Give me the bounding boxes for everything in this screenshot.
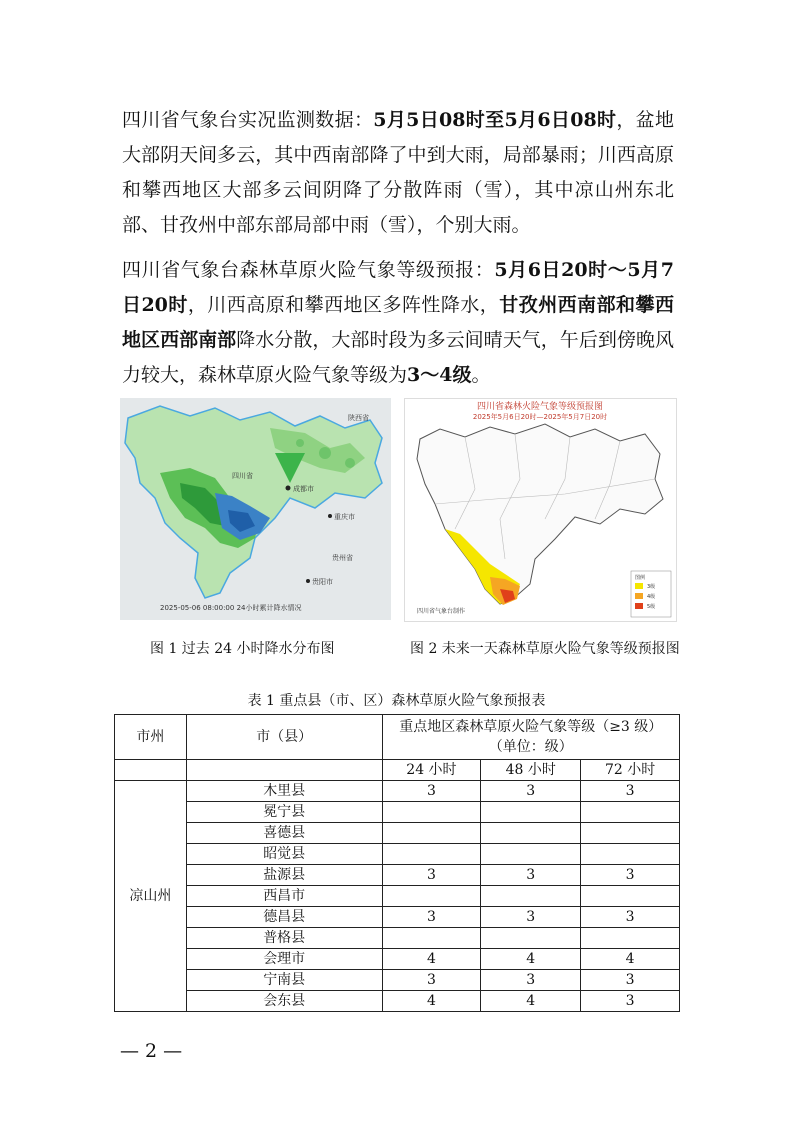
county-cell: 会理市: [186, 949, 382, 970]
p2-end: 。: [471, 364, 491, 386]
label-guizhou: 贵州省: [332, 554, 353, 562]
level-cell: 4: [581, 949, 680, 970]
level-cell: 3: [382, 781, 481, 802]
header-period-24: 24 小时: [382, 760, 481, 781]
county-cell: 冕宁县: [186, 802, 382, 823]
fire-risk-map: [404, 398, 677, 622]
level-cell: 3: [481, 865, 581, 886]
header-level: [382, 715, 679, 760]
level-cell: 3: [382, 970, 481, 991]
level-cell: 3: [382, 907, 481, 928]
level-cell: [581, 928, 680, 949]
header-level-unit: （单位：级）: [488, 739, 573, 755]
page-number: — 2 —: [120, 1040, 183, 1062]
county-cell: 木里县: [186, 781, 382, 802]
level-cell: 4: [382, 949, 481, 970]
header-period-48: 48 小时: [481, 760, 581, 781]
level-cell: 4: [481, 949, 581, 970]
level-cell: [581, 844, 680, 865]
level-cell: [382, 802, 481, 823]
map-timestamp: 2025-05-06 08:00:00 24小时累计降水情况: [160, 604, 302, 612]
p2-time: 5月6日20时～5月7日20时: [122, 259, 674, 316]
header-county: 市（县）: [186, 715, 382, 760]
legend-item-3: 3级: [647, 584, 656, 590]
fire-risk-table: [114, 714, 680, 1012]
table-row: [115, 823, 680, 844]
table-row: [115, 886, 680, 907]
level-cell: 3: [481, 781, 581, 802]
level-cell: 3: [581, 991, 680, 1012]
level-cell: 3: [581, 907, 680, 928]
level-cell: 4: [481, 991, 581, 1012]
header-blank-1: [115, 760, 187, 781]
paragraph-forecast: [122, 253, 674, 393]
fire-map-title: 四川省森林火险气象等级预报图: [476, 402, 604, 412]
table-row: [115, 928, 680, 949]
level-cell: 3: [581, 970, 680, 991]
p1-text: ，盆地大部阴天间多云，其中西南部降了中到大雨，局部暴雨；川西高原和攀西地区大部多云间阴降了分散阵雨（雪），其中凉山州东北部、甘孜州中部东部局部中雨（雪），个别大雨。: [122, 109, 674, 236]
table-row: [115, 865, 680, 886]
p2-region: 甘孜州西南部和攀西地区西部南部: [122, 294, 674, 351]
county-cell: 普格县: [186, 928, 382, 949]
level-cell: [481, 844, 581, 865]
legend-title: 图例: [635, 575, 646, 581]
fire-map-subtitle: 2025年5月6日20时—2025年5月7日20时: [472, 413, 608, 421]
fire-map-legend: [631, 571, 671, 617]
p1-time: 5月5日08时至5月6日08时: [373, 109, 617, 131]
county-cell: 宁南县: [186, 970, 382, 991]
level-cell: [481, 802, 581, 823]
p2-lead: 四川省气象台森林草原火险气象等级预报：: [122, 259, 495, 281]
p1-lead: 四川省气象台实况监测数据：: [122, 109, 374, 131]
level-cell: [481, 823, 581, 844]
county-cell: 喜德县: [186, 823, 382, 844]
label-shaanxi: 陕西省: [348, 414, 369, 422]
label-sichuan: 四川省: [232, 472, 253, 480]
table-row: [115, 844, 680, 865]
label-guiyang: 贵阳市: [312, 578, 333, 586]
table-row: [115, 949, 680, 970]
level-cell: [382, 844, 481, 865]
fire-map-source: 四川省气象台制作: [417, 608, 466, 615]
level-cell: 3: [481, 907, 581, 928]
table-row: [115, 907, 680, 928]
county-cell: 盐源县: [186, 865, 382, 886]
prefecture-cell: 凉山州: [115, 781, 187, 1012]
level-cell: [382, 928, 481, 949]
table-title: 表 1 重点县（市、区）森林草原火险气象预报表: [247, 693, 546, 709]
p2-text2: 降水分散，大部时段为多云间晴天气，午后到傍晚风力较大，森林草原火险气象等级为: [122, 329, 674, 386]
header-period-72: 72 小时: [581, 760, 680, 781]
header-level-text: 重点地区森林草原火险气象等级（≥3 级）: [399, 719, 663, 735]
label-chongqing: 重庆市: [334, 513, 355, 521]
table-row: [115, 802, 680, 823]
figure-2-caption: 图 2 未来一天森林草原火险气象等级预报图: [410, 641, 680, 657]
paragraph-observation: [122, 103, 674, 243]
header-blank-2: [186, 760, 382, 781]
legend-item-5: 5级: [647, 604, 656, 610]
level-cell: [581, 802, 680, 823]
level-cell: 3: [581, 781, 680, 802]
level-cell: [581, 886, 680, 907]
level-cell: 4: [382, 991, 481, 1012]
level-cell: [481, 886, 581, 907]
figure-1-caption: 图 1 过去 24 小时降水分布图: [150, 641, 335, 657]
label-chengdu: 成都市: [293, 485, 314, 493]
level-cell: [382, 886, 481, 907]
table-row: [115, 781, 680, 802]
level-cell: 3: [581, 865, 680, 886]
table-row: [115, 970, 680, 991]
level-cell: [382, 823, 481, 844]
level-cell: 3: [382, 865, 481, 886]
table-row: [115, 991, 680, 1012]
header-city: 市州: [115, 715, 187, 760]
county-cell: 德昌县: [186, 907, 382, 928]
p2-level: 3～4级: [407, 364, 472, 386]
precipitation-map: [120, 398, 391, 620]
legend-item-4: 4级: [647, 594, 656, 600]
table-body: [115, 781, 680, 1012]
county-cell: 西昌市: [186, 886, 382, 907]
county-cell: 昭觉县: [186, 844, 382, 865]
level-cell: [581, 823, 680, 844]
level-cell: 3: [481, 970, 581, 991]
county-cell: 会东县: [186, 991, 382, 1012]
p2-text1: ，川西高原和攀西地区多阵性降水，: [187, 294, 500, 316]
level-cell: [481, 928, 581, 949]
